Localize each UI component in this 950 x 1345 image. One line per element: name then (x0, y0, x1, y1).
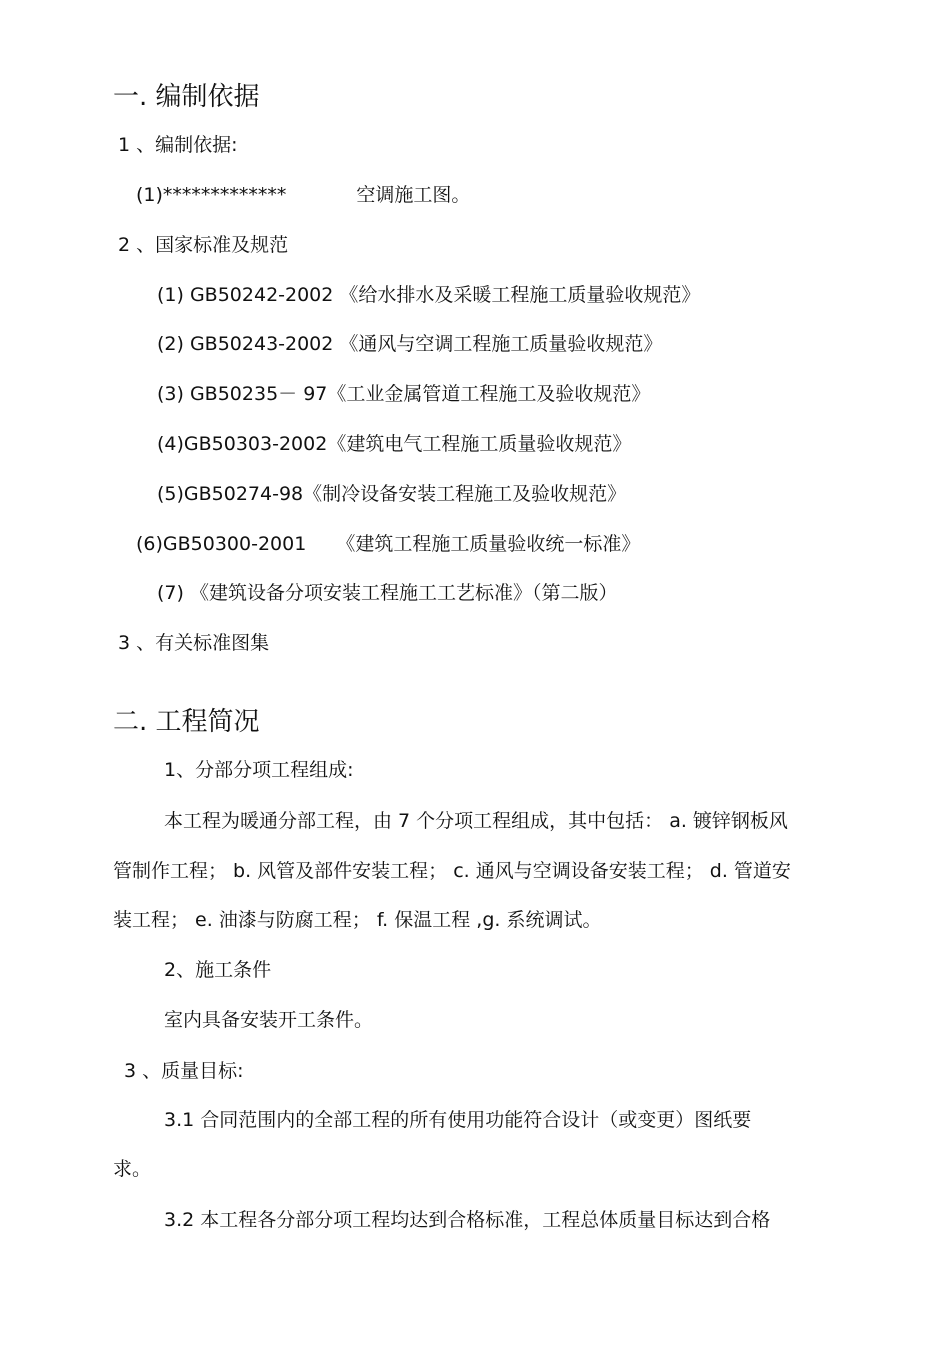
condition-text: 室内具备安装开工条件。 (164, 1009, 374, 1031)
section-heading-1: 一. 编制依据 (113, 82, 260, 112)
standard-line-2: (2) GB50243-2002 《通风与空调工程施工质量验收规范》 (157, 333, 663, 355)
standard-line-1: (1) GB50242-2002 《给水排水及采暖工程施工质量验收规范》 (157, 284, 701, 306)
item-label-2: 2 、国家标准及规范 (118, 234, 289, 256)
reference-number: (1)************* (136, 184, 287, 206)
item-label-1: 1 、编制依据: (118, 134, 238, 156)
reference-text: 空调施工图。 (356, 184, 471, 206)
quality-goal-3-1-cont: 求。 (113, 1158, 152, 1180)
subsection-label-2: 2、施工条件 (164, 959, 272, 981)
section-heading-2: 二. 工程简况 (113, 707, 260, 737)
quality-goal-3-1: 3.1 合同范围内的全部工程的所有使用功能符合设计（或变更）图纸要 (164, 1109, 752, 1131)
standard-code: (6)GB50300-2001 (136, 533, 307, 555)
paragraph-line-1: 本工程为暖通分部工程，由 7 个分项工程组成，其中包括： a. 镀锌钢板风 (164, 810, 788, 832)
standard-line-6 (136, 531, 640, 557)
standard-line-7: (7) 《建筑设备分项安装工程施工工艺标准》（第二版） (157, 582, 618, 604)
standard-title: 《建筑工程施工质量验收统一标准》 (336, 533, 641, 555)
subsection-label-3: 3 、质量目标: (124, 1060, 244, 1082)
quality-goal-3-2: 3.2 本工程各分部分项工程均达到合格标准，工程总体质量目标达到合格 (164, 1209, 771, 1231)
reference-line-1 (136, 182, 470, 208)
paragraph-line-3: 装工程； e. 油漆与防腐工程； f. 保温工程 ,g. 系统调试。 (113, 909, 602, 931)
item-label-3: 3 、有关标准图集 (118, 632, 270, 654)
paragraph-line-2: 管制作工程； b. 风管及部件安装工程； c. 通风与空调设备安装工程； d. 管道安 (113, 860, 791, 882)
standard-line-4: (4)GB50303-2002《建筑电气工程施工质量验收规范》 (157, 433, 632, 455)
subsection-label-1: 1、分部分项工程组成: (164, 759, 354, 781)
standard-line-5: (5)GB50274-98《制冷设备安装工程施工及验收规范》 (157, 483, 627, 505)
standard-line-3: (3) GB50235－ 97《工业金属管道工程施工及验收规范》 (157, 383, 651, 405)
